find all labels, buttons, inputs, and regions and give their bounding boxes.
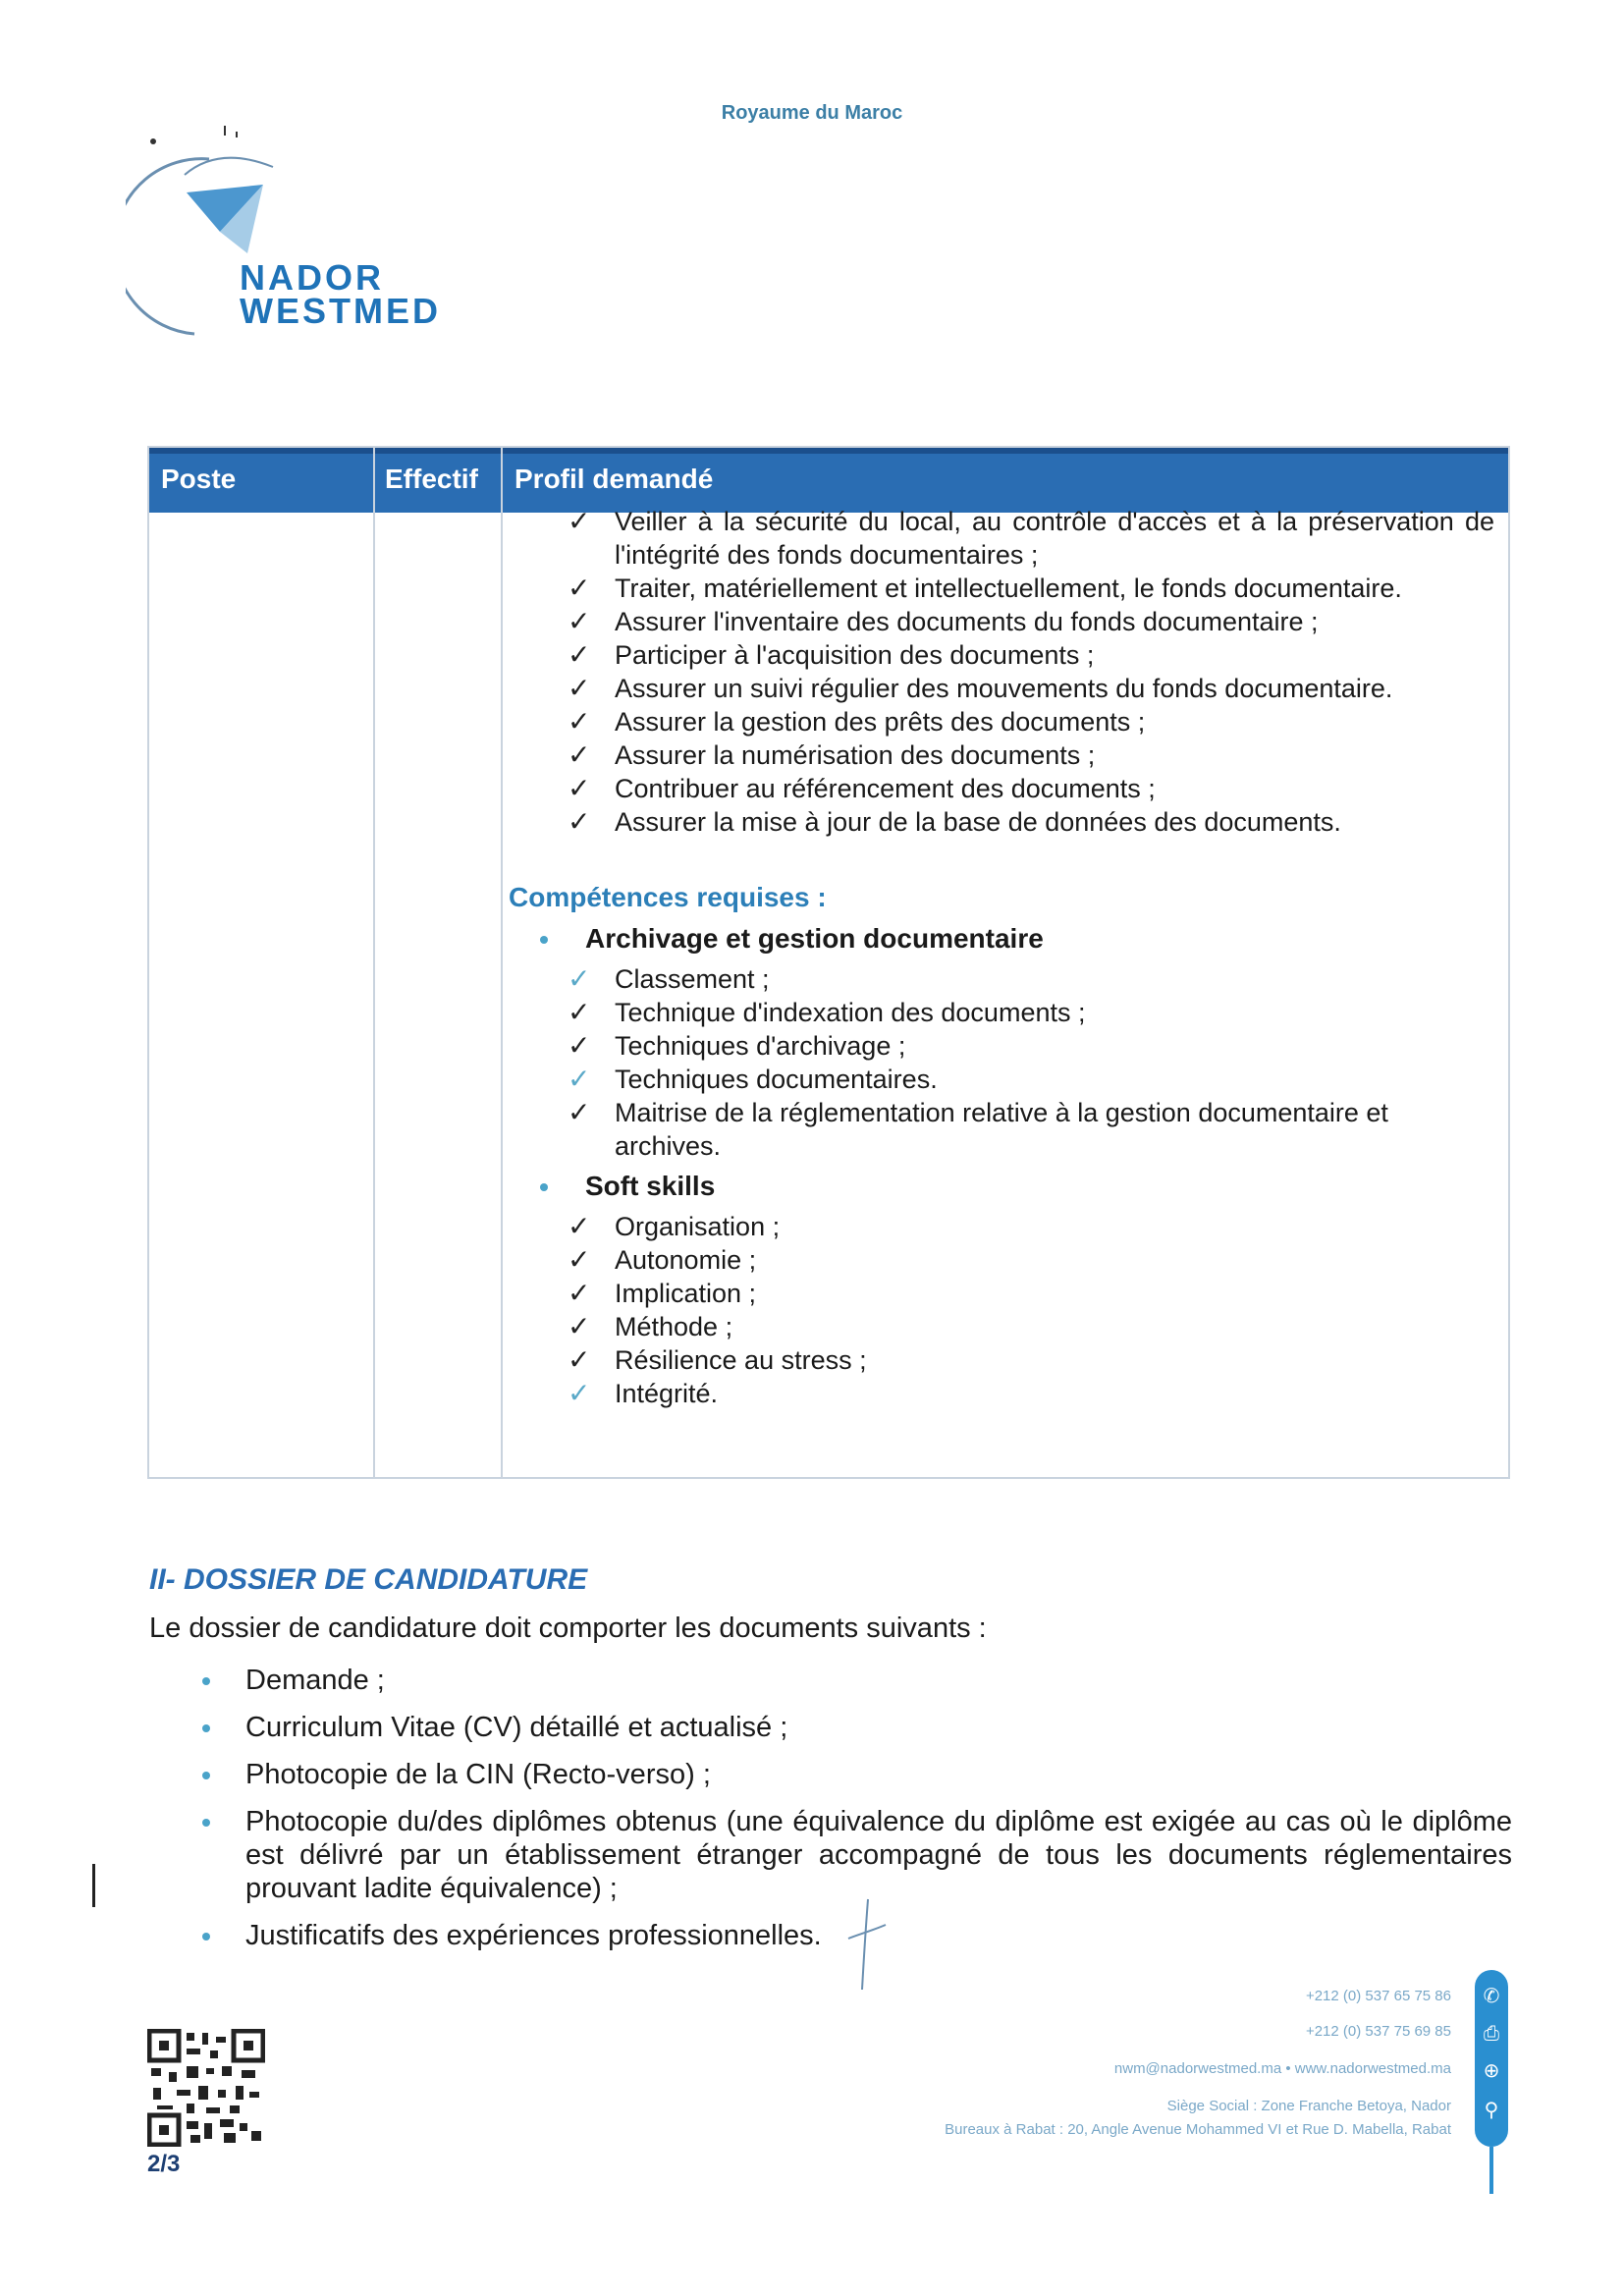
list-item: Justificatifs des expériences professionnelles. [196,1919,1512,1952]
list-item: Photocopie de la CIN (Recto-verso) ; [196,1758,1512,1791]
list-item: ✓ Organisation ; [568,1211,781,1241]
check-icon: ✓ [568,606,591,636]
contact-siege: Siège Social : Zone Franche Betoya, Nador [1166,2098,1451,2114]
check-icon: ✓ [568,963,591,994]
margin-mark [92,1864,95,1907]
check-icon: ✓ [568,1278,591,1308]
group-heading: Soft skills [540,1171,1494,1202]
list-item: ✓ Technique d'indexation des documents ; [568,997,1086,1027]
list-item: ✓ Maitrise de la réglementation relative à la gestion documentaire et archives. [568,1097,1388,1161]
list-item: ✓ Implication ; [568,1278,757,1308]
section-title: II- DOSSIER DE CANDIDATURE [149,1563,588,1596]
nador-westmed-logo [126,116,538,352]
bullet-icon [202,1819,210,1827]
table-header [149,448,1508,513]
list-item: ✓ Assurer la mise à jour de la base de données des documents. [568,806,1341,837]
check-icon: ✓ [568,806,591,837]
contact-phone: +212 (0) 537 65 75 86 [1305,1988,1451,2004]
bullet-icon [202,1677,210,1685]
bullet-icon [202,1933,210,1941]
list-item: Photocopie du/des diplômes obtenus (une équivalence du diplôme est exigée au cas où le diplôme est délivré par un établissement étranger accompagné de tous les documents réglementaires prouvant ladite équivalence) ; [196,1805,1512,1905]
check-icon: ✓ [568,673,591,703]
list-item: ✓ Assurer un suivi régulier des mouvements du fonds documentaire. [568,673,1393,703]
bullet-icon [540,1183,548,1191]
qr-code-icon [147,2029,265,2147]
list-item: ✓ Techniques d'archivage ; [568,1030,906,1061]
contact-fax: +212 (0) 537 75 69 85 [1305,2023,1451,2040]
check-icon: ✓ [568,997,591,1027]
list-item: ✓ Intégrité. [568,1378,719,1408]
globe-icon: ⊕ [1483,2060,1500,2082]
list-item: ✓ Classement ; [568,963,770,994]
check-icon: ✓ [568,1344,591,1375]
fax-icon: ⎙ [1484,2023,1499,2045]
check-icon: ✓ [568,1030,591,1061]
competences-title: Compétences requises : [509,882,827,912]
logo-line-1: NADOR [240,257,384,298]
list-item: ✓ Techniques documentaires. [568,1064,938,1094]
group-heading: Archivage et gestion documentaire [540,923,1494,955]
logo-line-2: WESTMED [240,291,441,331]
list-item: Demande ; [196,1664,1512,1697]
check-icon: ✓ [568,1211,591,1241]
check-icon: ✓ [568,1097,591,1127]
phone-icon: ✆ [1483,1986,1500,2007]
bullet-icon [540,936,548,944]
check-icon: ✓ [568,573,591,603]
list-item: Curriculum Vitae (CV) détaillé et actualisé ; [196,1711,1512,1744]
list-item: ✓ Assurer l'inventaire des documents du fonds documentaire ; [568,606,1319,636]
check-icon: ✓ [568,639,591,670]
header-effectif: Effectif [385,464,478,494]
check-icon: ✓ [568,773,591,803]
initials-signature-icon [842,1895,892,1994]
contact-bureaux: Bureaux à Rabat : 20, Angle Avenue Mohammed VI et Rue D. Mabella, Rabat [945,2121,1451,2138]
check-icon: ✓ [568,1311,591,1341]
list-item: ✓ Veiller à la sécurité du local, au contrôle d'accès et à la préservation de l'intégrité des fonds documentaires ; [568,506,1494,570]
profile-table [147,446,1510,1479]
check-icon: ✓ [568,739,591,770]
location-icon: ⚲ [1484,2100,1499,2121]
task-list [568,505,1494,839]
check-icon: ✓ [568,1378,591,1408]
list-item: ✓ Autonomie ; [568,1244,757,1275]
list-item: ✓ Participer à l'acquisition des documents ; [568,639,1095,670]
check-icon: ✓ [568,506,591,536]
soft-skill-list [568,1210,1494,1410]
bullet-icon [202,1772,210,1779]
contact-bar-tail [1489,2147,1493,2194]
profil-cell [509,505,1494,1418]
list-item: ✓ Assurer la gestion des prêts des documents ; [568,706,1146,737]
country-header: Royaume du Maroc [721,102,903,124]
column-divider [373,448,375,1477]
list-item: ✓ Assurer la numérisation des documents ; [568,739,1096,770]
check-icon: ✓ [568,1064,591,1094]
section-intro: Le dossier de candidature doit comporter les documents suivants : [149,1613,987,1644]
list-item: ✓ Contribuer au référencement des documents ; [568,773,1156,803]
check-icon: ✓ [568,706,591,737]
column-divider [501,448,503,1477]
header-poste: Poste [161,464,237,494]
skill-list [568,962,1494,1163]
check-icon: ✓ [568,1244,591,1275]
list-item: ✓ Résilience au stress ; [568,1344,867,1375]
page-number: 2/3 [147,2151,181,2177]
bullet-icon [202,1724,210,1732]
list-item: ✓ Traiter, matériellement et intellectuellement, le fonds documentaire. [568,573,1402,603]
list-item: ✓ Méthode ; [568,1311,733,1341]
contact-web: nwm@nadorwestmed.ma • www.nadorwestmed.ma [1113,2060,1451,2077]
header-profil: Profil demandé [514,464,714,494]
